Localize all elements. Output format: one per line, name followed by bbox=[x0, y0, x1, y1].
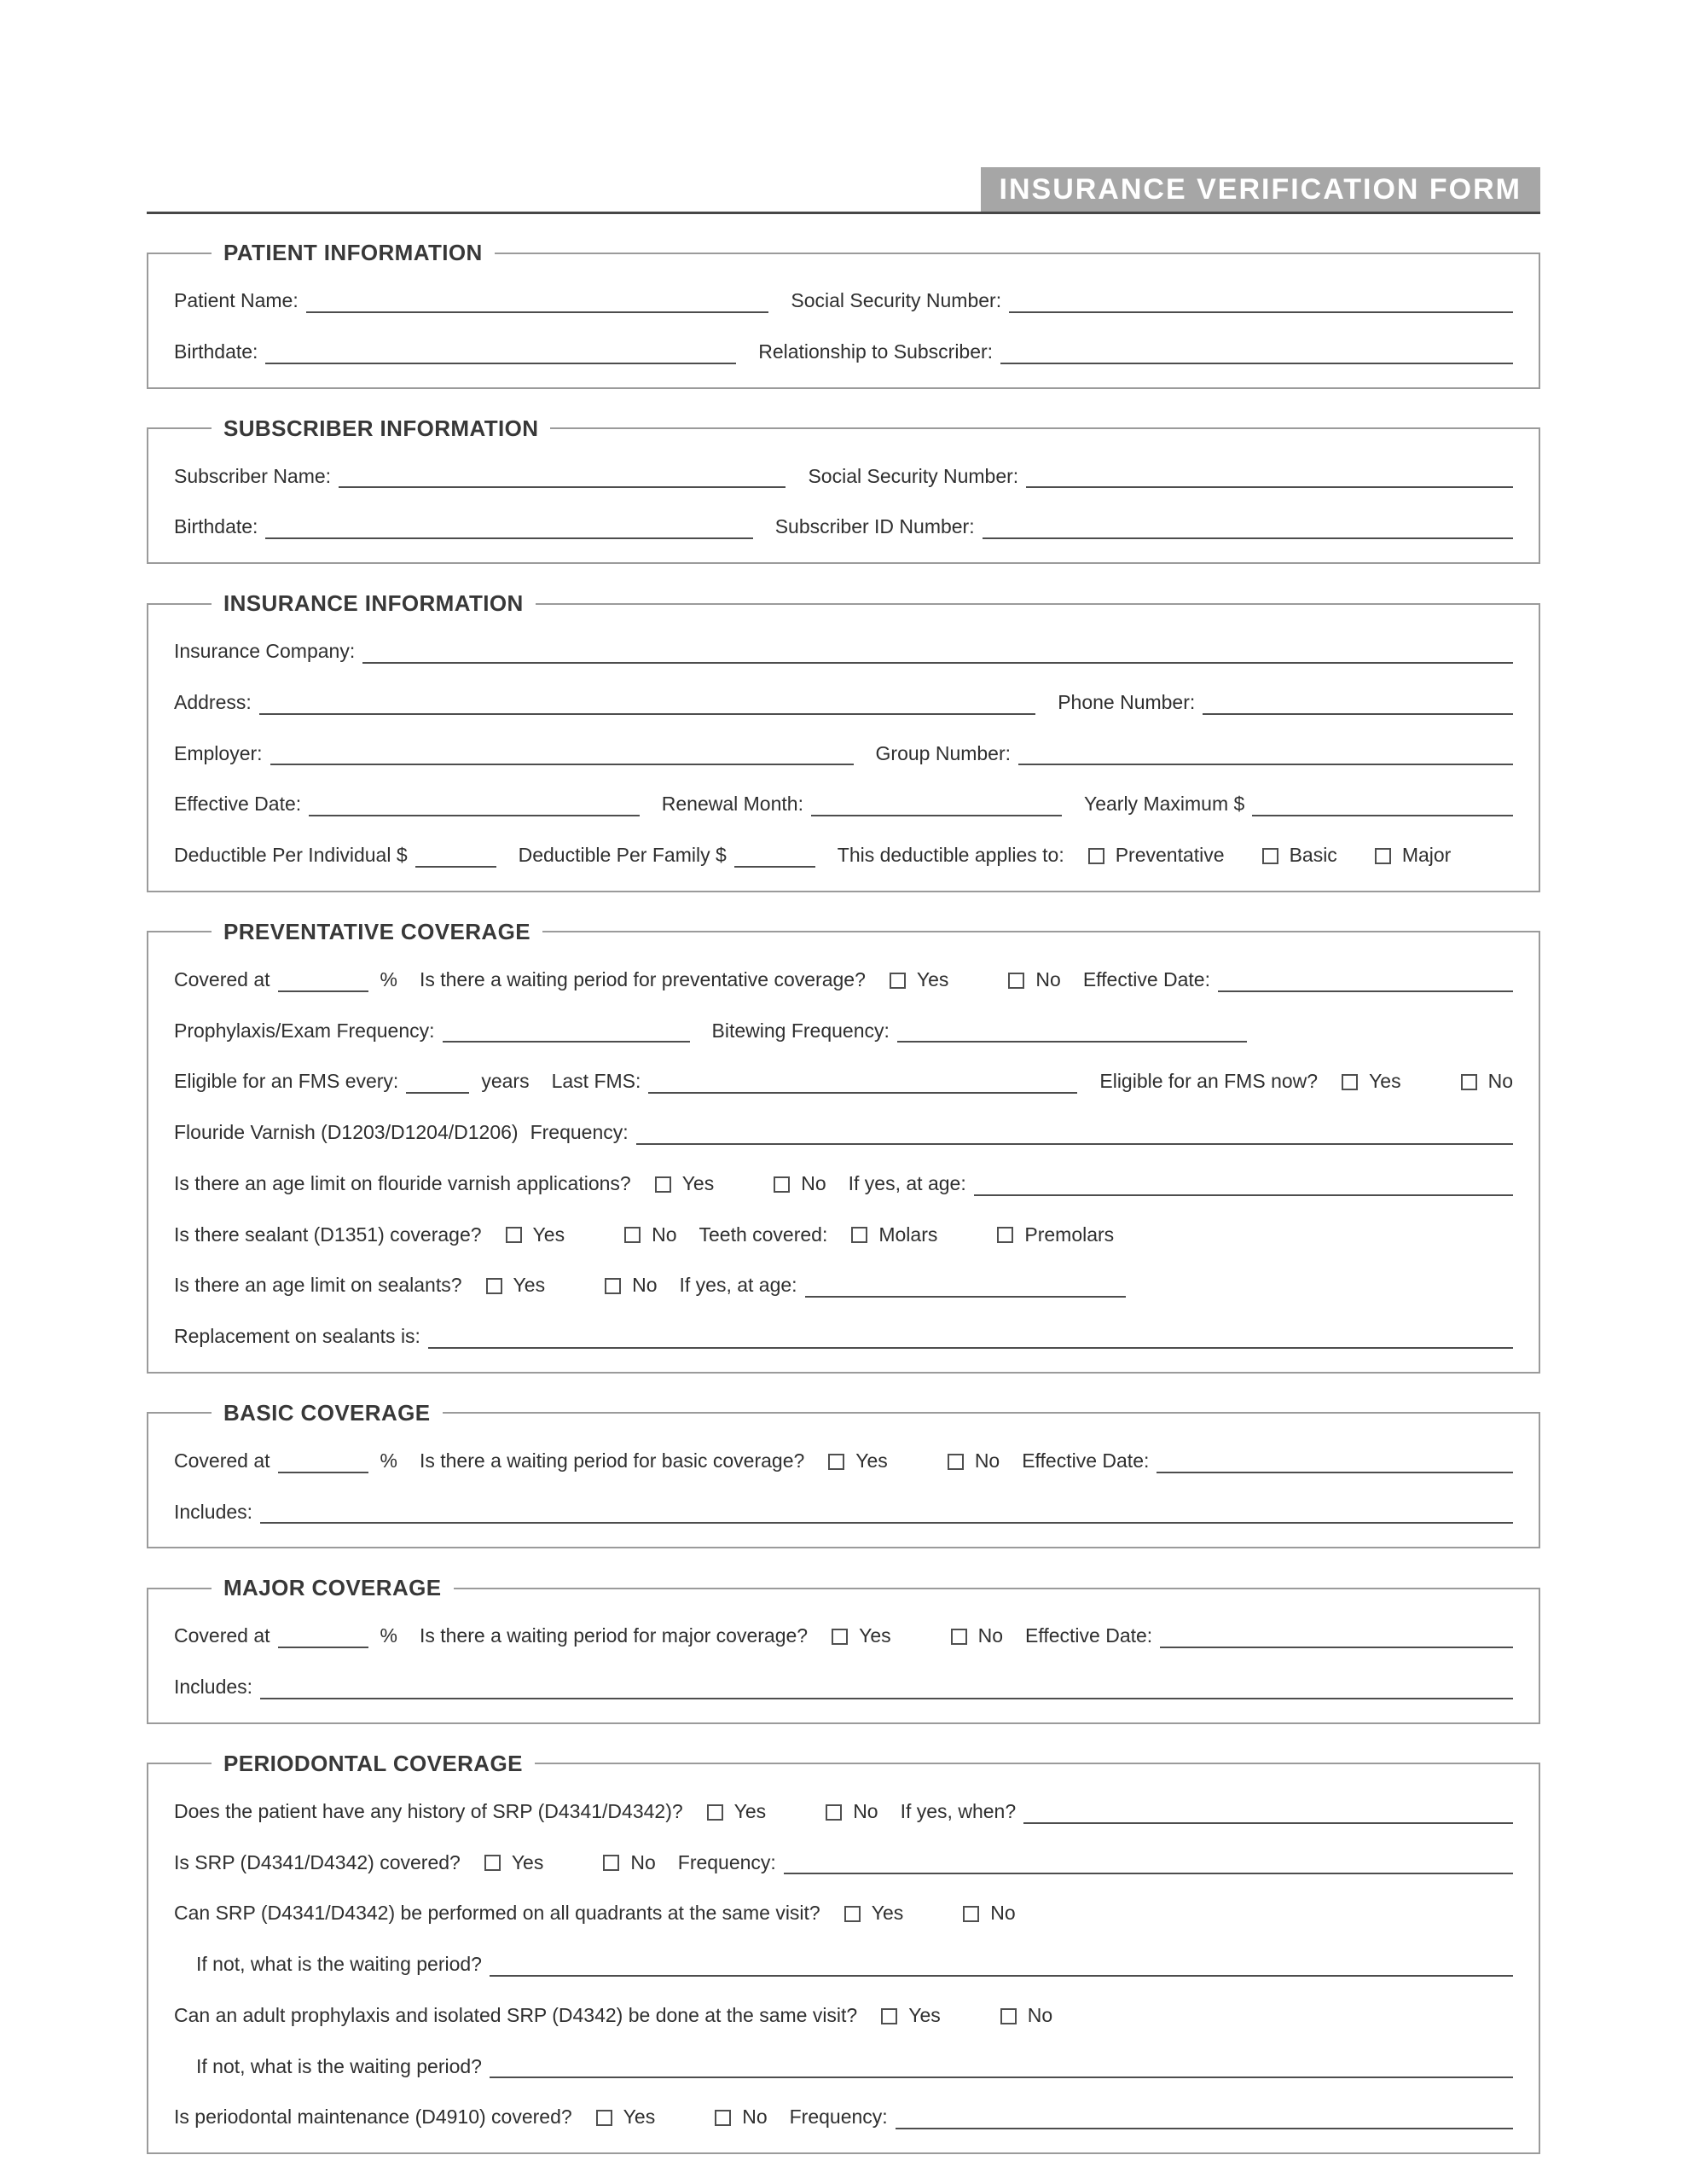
no-label: No bbox=[990, 1902, 1016, 1925]
effective-date-field[interactable] bbox=[309, 794, 640, 816]
no-label: No bbox=[1027, 2003, 1053, 2026]
yes-label: Yes bbox=[532, 1223, 565, 1246]
form-row bbox=[174, 2003, 1513, 2028]
perio-maintenance-no-checkbox[interactable] bbox=[715, 2110, 731, 2126]
preventative-option-label: Preventative bbox=[1115, 844, 1225, 866]
flouride-age-field[interactable] bbox=[974, 1174, 1513, 1196]
basic-percent-label: % bbox=[380, 1449, 397, 1472]
flouride-age-limit-yes-option bbox=[655, 1171, 715, 1196]
adult-prophy-srp-no-checkbox[interactable] bbox=[1000, 2008, 1017, 2024]
perio-maintenance-question: Is periodontal maintenance (D4910) covered? bbox=[174, 2106, 572, 2129]
sealant-coverage-no-checkbox[interactable] bbox=[624, 1227, 641, 1243]
basic-waiting-question: Is there a waiting period for basic coverage? bbox=[419, 1449, 805, 1472]
group-number-field[interactable] bbox=[1018, 743, 1513, 765]
patient-ssn-field[interactable] bbox=[1009, 291, 1513, 313]
prophylaxis-frequency-label: Prophylaxis/Exam Frequency: bbox=[174, 1019, 435, 1042]
yearly-maximum-label: Yearly Maximum $ bbox=[1083, 793, 1245, 816]
flouride-frequency-field[interactable] bbox=[636, 1123, 1513, 1145]
fms-every-years-field[interactable] bbox=[406, 1072, 469, 1094]
group-number-label: Group Number: bbox=[875, 741, 1012, 764]
subscriber-birthdate-label: Birthdate: bbox=[174, 515, 258, 538]
phone-number-label: Phone Number: bbox=[1058, 690, 1196, 713]
phone-number-field[interactable] bbox=[1203, 693, 1513, 715]
prophylaxis-frequency-field[interactable] bbox=[443, 1020, 690, 1043]
srp-history-no-option bbox=[826, 1799, 878, 1824]
no-label: No bbox=[652, 1223, 677, 1246]
form-row bbox=[174, 967, 1513, 992]
prev-waiting-yes-checkbox[interactable] bbox=[890, 973, 906, 989]
subscriber-id-field[interactable] bbox=[983, 517, 1513, 539]
flouride-age-limit-yes-checkbox[interactable] bbox=[655, 1176, 671, 1193]
insurance-information-section bbox=[147, 590, 1540, 892]
major-includes-field[interactable] bbox=[260, 1677, 1513, 1699]
relationship-label: Relationship to Subscriber: bbox=[758, 340, 994, 363]
subscriber-id-label: Subscriber ID Number: bbox=[774, 515, 975, 538]
sealant-replacement-field[interactable] bbox=[428, 1327, 1513, 1349]
srp-covered-question: Is SRP (D4341/D4342) covered? bbox=[174, 1850, 461, 1873]
yes-label: Yes bbox=[908, 2003, 941, 2026]
major-includes-label: Includes: bbox=[174, 1676, 253, 1698]
yes-label: Yes bbox=[623, 2106, 656, 2129]
srp-history-question: Does the patient have any history of SRP (D4341/D4342)? bbox=[174, 1799, 683, 1822]
fms-now-yes-checkbox[interactable] bbox=[1342, 1074, 1358, 1090]
insurance-information-title: INSURANCE INFORMATION bbox=[223, 590, 524, 616]
perio-maintenance-frequency-field[interactable] bbox=[896, 2107, 1513, 2129]
patient-birthdate-label: Birthdate: bbox=[174, 340, 258, 363]
form-row bbox=[174, 288, 1513, 313]
form-row bbox=[174, 1799, 1513, 1824]
basic-effective-date-label: Effective Date: bbox=[1022, 1449, 1150, 1472]
no-label: No bbox=[977, 1624, 1004, 1647]
form-row bbox=[174, 792, 1513, 816]
premolars-label: Premolars bbox=[1024, 1223, 1115, 1246]
no-label: No bbox=[632, 1274, 658, 1297]
prev-waiting-no-checkbox[interactable] bbox=[1008, 973, 1024, 989]
no-label: No bbox=[1035, 967, 1061, 990]
effective-date-label: Effective Date: bbox=[174, 793, 302, 816]
form-row bbox=[174, 1850, 1513, 1875]
deductible-applies-preventative-checkbox[interactable] bbox=[1088, 848, 1104, 864]
teeth-covered-label: Teeth covered: bbox=[699, 1223, 828, 1246]
teeth-premolars-checkbox[interactable] bbox=[997, 1227, 1013, 1243]
major-option-label: Major bbox=[1401, 844, 1452, 866]
no-label: No bbox=[853, 1799, 878, 1822]
major-waiting-no-checkbox[interactable] bbox=[951, 1629, 967, 1645]
sealant-age-limit-question: Is there an age limit on sealants? bbox=[174, 1274, 462, 1297]
form-row bbox=[174, 1901, 1513, 1926]
sealant-coverage-yes-option bbox=[506, 1223, 565, 1247]
form-row bbox=[174, 1623, 1513, 1648]
yes-label: Yes bbox=[733, 1799, 767, 1822]
srp-waiting-period-label: If not, what is the waiting period? bbox=[196, 1953, 482, 1975]
deductible-applies-major-checkbox[interactable] bbox=[1375, 848, 1391, 864]
adult-prophy-srp-yes-option bbox=[881, 2003, 941, 2028]
basic-waiting-no-option bbox=[948, 1449, 1000, 1473]
prev-covered-at-field[interactable] bbox=[278, 970, 368, 992]
basic-covered-at-field[interactable] bbox=[278, 1451, 368, 1473]
insurance-company-field[interactable] bbox=[362, 642, 1513, 664]
sealant-age-limit-no-checkbox[interactable] bbox=[605, 1278, 621, 1294]
yes-label: Yes bbox=[511, 1850, 544, 1873]
sealant-age-limit-yes-option bbox=[486, 1273, 546, 1298]
periodontal-coverage-section bbox=[147, 1751, 1540, 2154]
teeth-molars-checkbox[interactable] bbox=[851, 1227, 867, 1243]
renewal-month-field[interactable] bbox=[811, 794, 1062, 816]
basic-includes-label: Includes: bbox=[174, 1500, 253, 1523]
major-effective-date-label: Effective Date: bbox=[1025, 1624, 1153, 1647]
flouride-age-limit-question: Is there an age limit on flouride varnish applications? bbox=[174, 1171, 631, 1194]
subscriber-information-title: SUBSCRIBER INFORMATION bbox=[223, 415, 539, 441]
perio-maintenance-yes-option bbox=[596, 2105, 656, 2129]
basic-waiting-yes-option bbox=[828, 1449, 888, 1473]
flouride-age-limit-no-checkbox[interactable] bbox=[774, 1176, 790, 1193]
teeth-premolars-option bbox=[997, 1223, 1114, 1247]
sealant-coverage-question: Is there sealant (D1351) coverage? bbox=[174, 1223, 482, 1246]
deductible-applies-label: This deductible applies to: bbox=[837, 844, 1064, 866]
form-row bbox=[174, 741, 1513, 766]
patient-birthdate-field[interactable] bbox=[265, 342, 736, 364]
form-title: INSURANCE VERIFICATION FORM bbox=[981, 167, 1540, 212]
flouride-if-yes-age-label: If yes, at age: bbox=[848, 1171, 966, 1194]
basic-waiting-no-checkbox[interactable] bbox=[948, 1454, 964, 1470]
patient-information-title: PATIENT INFORMATION bbox=[223, 240, 483, 265]
bitewing-frequency-field[interactable] bbox=[897, 1020, 1247, 1043]
major-waiting-question: Is there a waiting period for major coverage? bbox=[419, 1624, 809, 1647]
form-row bbox=[174, 639, 1513, 664]
fms-now-no-option bbox=[1461, 1069, 1513, 1094]
srp-quadrants-question: Can SRP (D4341/D4342) be performed on all quadrants at the same visit? bbox=[174, 1902, 820, 1925]
form-row bbox=[174, 1171, 1513, 1196]
yes-label: Yes bbox=[681, 1171, 715, 1194]
major-waiting-no-option bbox=[951, 1623, 1003, 1648]
major-waiting-yes-option bbox=[832, 1623, 891, 1648]
subscriber-ssn-label: Social Security Number: bbox=[808, 464, 1019, 487]
major-percent-label: % bbox=[380, 1624, 397, 1647]
form-row bbox=[174, 514, 1513, 539]
perio-maintenance-yes-checkbox[interactable] bbox=[596, 2110, 612, 2126]
srp-waiting-period-field[interactable] bbox=[490, 1955, 1513, 1977]
subscriber-ssn-field[interactable] bbox=[1026, 466, 1513, 488]
preventative-coverage-section bbox=[147, 919, 1540, 1374]
form-row bbox=[174, 1500, 1513, 1525]
flouride-frequency-label: Frequency: bbox=[530, 1121, 629, 1143]
major-waiting-yes-checkbox[interactable] bbox=[832, 1629, 848, 1645]
form-row bbox=[174, 340, 1513, 364]
yes-label: Yes bbox=[513, 1274, 546, 1297]
srp-covered-no-option bbox=[603, 1850, 655, 1875]
srp-history-when-label: If yes, when? bbox=[900, 1799, 1017, 1822]
no-label: No bbox=[801, 1171, 826, 1194]
basic-option-label: Basic bbox=[1289, 844, 1337, 866]
insurance-company-label: Insurance Company: bbox=[174, 640, 356, 662]
basic-waiting-yes-checkbox[interactable] bbox=[828, 1454, 844, 1470]
deductible-individual-label: Deductible Per Individual $ bbox=[174, 844, 408, 866]
sealant-replacement-label: Replacement on sealants is: bbox=[174, 1325, 420, 1347]
patient-ssn-label: Social Security Number: bbox=[791, 289, 1002, 311]
perio-maintenance-frequency-label: Frequency: bbox=[789, 2106, 888, 2129]
page-header bbox=[147, 167, 1540, 214]
periodontal-coverage-title: PERIODONTAL COVERAGE bbox=[223, 1750, 523, 1776]
srp-history-yes-option bbox=[707, 1799, 767, 1824]
srp-covered-yes-option bbox=[484, 1850, 544, 1875]
form-row bbox=[174, 2105, 1513, 2129]
fms-now-yes-option bbox=[1342, 1069, 1401, 1094]
adult-prophy-srp-yes-checkbox[interactable] bbox=[881, 2008, 897, 2024]
yes-label: Yes bbox=[859, 1624, 891, 1647]
fms-years-label: years bbox=[481, 1070, 530, 1093]
adult-prophy-srp-no-option bbox=[1000, 2003, 1052, 2028]
srp-history-no-checkbox[interactable] bbox=[826, 1804, 842, 1821]
srp-frequency-label: Frequency: bbox=[677, 1850, 776, 1873]
last-fms-label: Last FMS: bbox=[551, 1070, 641, 1093]
form-row bbox=[174, 843, 1513, 868]
form-row bbox=[174, 690, 1513, 715]
prev-effective-date-label: Effective Date: bbox=[1082, 967, 1210, 990]
srp-covered-no-checkbox[interactable] bbox=[603, 1855, 619, 1871]
sealant-coverage-yes-checkbox[interactable] bbox=[506, 1227, 522, 1243]
form-row bbox=[174, 1019, 1513, 1043]
renewal-month-label: Renewal Month: bbox=[661, 793, 803, 816]
srp-quadrants-yes-checkbox[interactable] bbox=[844, 1906, 861, 1922]
major-covered-at-field[interactable] bbox=[278, 1626, 368, 1648]
molars-label: Molars bbox=[878, 1223, 938, 1246]
srp-covered-yes-checkbox[interactable] bbox=[484, 1855, 501, 1871]
patient-name-field[interactable] bbox=[306, 291, 769, 313]
subscriber-name-label: Subscriber Name: bbox=[174, 464, 332, 487]
preventative-coverage-title: PREVENTATIVE COVERAGE bbox=[223, 918, 530, 944]
employer-field[interactable] bbox=[270, 743, 854, 765]
deductible-family-label: Deductible Per Family $ bbox=[518, 844, 727, 866]
srp-history-when-field[interactable] bbox=[1023, 1802, 1513, 1824]
yes-label: Yes bbox=[855, 1449, 888, 1472]
form-row bbox=[174, 2054, 1513, 2079]
srp-frequency-field[interactable] bbox=[784, 1852, 1513, 1874]
sealant-age-limit-no-option bbox=[605, 1273, 657, 1298]
srp-history-yes-checkbox[interactable] bbox=[707, 1804, 723, 1821]
fms-now-question: Eligible for an FMS now? bbox=[1099, 1070, 1319, 1093]
adult-prophy-srp-question: Can an adult prophylaxis and isolated SRP (D4342) be done at the same visit? bbox=[174, 2003, 858, 2026]
last-fms-field[interactable] bbox=[648, 1072, 1077, 1094]
form-row bbox=[174, 1324, 1513, 1349]
no-label: No bbox=[742, 2106, 768, 2129]
prev-percent-label: % bbox=[380, 967, 397, 990]
bitewing-frequency-label: Bitewing Frequency: bbox=[711, 1019, 890, 1042]
sealant-coverage-no-option bbox=[624, 1223, 676, 1247]
fms-every-label: Eligible for an FMS every: bbox=[174, 1070, 399, 1093]
relationship-field[interactable] bbox=[1000, 342, 1513, 364]
basic-coverage-section bbox=[147, 1400, 1540, 1549]
form-row bbox=[174, 1069, 1513, 1094]
major-coverage-title: MAJOR COVERAGE bbox=[223, 1575, 442, 1601]
deductible-applies-basic-option bbox=[1262, 843, 1337, 868]
deductible-applies-preventative-option bbox=[1088, 843, 1225, 868]
subscriber-name-field[interactable] bbox=[339, 466, 786, 488]
form-row bbox=[174, 1449, 1513, 1473]
flouride-varnish-label: Flouride Varnish (D1203/D1204/D1206) bbox=[174, 1121, 519, 1143]
sealant-if-yes-age-label: If yes, at age: bbox=[679, 1274, 797, 1297]
no-label: No bbox=[1487, 1070, 1513, 1093]
deductible-applies-basic-checkbox[interactable] bbox=[1262, 848, 1278, 864]
major-coverage-section bbox=[147, 1575, 1540, 1724]
deductible-applies-major-option bbox=[1375, 843, 1452, 868]
major-covered-at-label: Covered at bbox=[174, 1624, 270, 1647]
form-row bbox=[174, 464, 1513, 489]
subscriber-information-section bbox=[147, 415, 1540, 565]
sealant-age-limit-yes-checkbox[interactable] bbox=[486, 1278, 502, 1294]
yearly-maximum-field[interactable] bbox=[1252, 794, 1513, 816]
deductible-family-field[interactable] bbox=[734, 845, 815, 868]
form-row bbox=[174, 1675, 1513, 1699]
yes-label: Yes bbox=[916, 967, 949, 990]
teeth-molars-option bbox=[851, 1223, 937, 1247]
srp-quadrants-no-checkbox[interactable] bbox=[963, 1906, 979, 1922]
prev-covered-at-label: Covered at bbox=[174, 967, 270, 990]
no-label: No bbox=[630, 1850, 656, 1873]
basic-coverage-title: BASIC COVERAGE bbox=[223, 1399, 431, 1426]
adult-prophy-waiting-period-field[interactable] bbox=[490, 2056, 1513, 2078]
subscriber-birthdate-field[interactable] bbox=[265, 517, 752, 539]
address-field[interactable] bbox=[259, 693, 1035, 715]
basic-covered-at-label: Covered at bbox=[174, 1449, 270, 1472]
yes-label: Yes bbox=[1369, 1070, 1401, 1093]
prev-effective-date-field[interactable] bbox=[1218, 970, 1513, 992]
deductible-individual-field[interactable] bbox=[415, 845, 496, 868]
basic-effective-date-field[interactable] bbox=[1157, 1451, 1513, 1473]
prev-waiting-no-option bbox=[1008, 967, 1060, 992]
basic-includes-field[interactable] bbox=[260, 1502, 1513, 1524]
prev-waiting-yes-option bbox=[890, 967, 949, 992]
form-row bbox=[174, 1952, 1513, 1977]
patient-name-label: Patient Name: bbox=[174, 289, 299, 311]
form-row bbox=[174, 1273, 1513, 1298]
adult-prophy-waiting-period-label: If not, what is the waiting period? bbox=[196, 2054, 482, 2077]
flouride-age-limit-no-option bbox=[774, 1171, 826, 1196]
srp-quadrants-no-option bbox=[963, 1901, 1015, 1926]
sealant-age-field[interactable] bbox=[805, 1275, 1126, 1298]
major-effective-date-field[interactable] bbox=[1160, 1626, 1513, 1648]
yes-label: Yes bbox=[871, 1902, 904, 1925]
perio-maintenance-no-option bbox=[715, 2105, 767, 2129]
address-label: Address: bbox=[174, 690, 252, 713]
patient-information-section bbox=[147, 240, 1540, 389]
form-row bbox=[174, 1120, 1513, 1145]
employer-label: Employer: bbox=[174, 741, 263, 764]
fms-now-no-checkbox[interactable] bbox=[1461, 1074, 1477, 1090]
no-label: No bbox=[974, 1449, 1000, 1472]
form-row bbox=[174, 1223, 1513, 1247]
srp-quadrants-yes-option bbox=[844, 1901, 904, 1926]
prev-waiting-question: Is there a waiting period for preventative coverage? bbox=[419, 967, 866, 990]
